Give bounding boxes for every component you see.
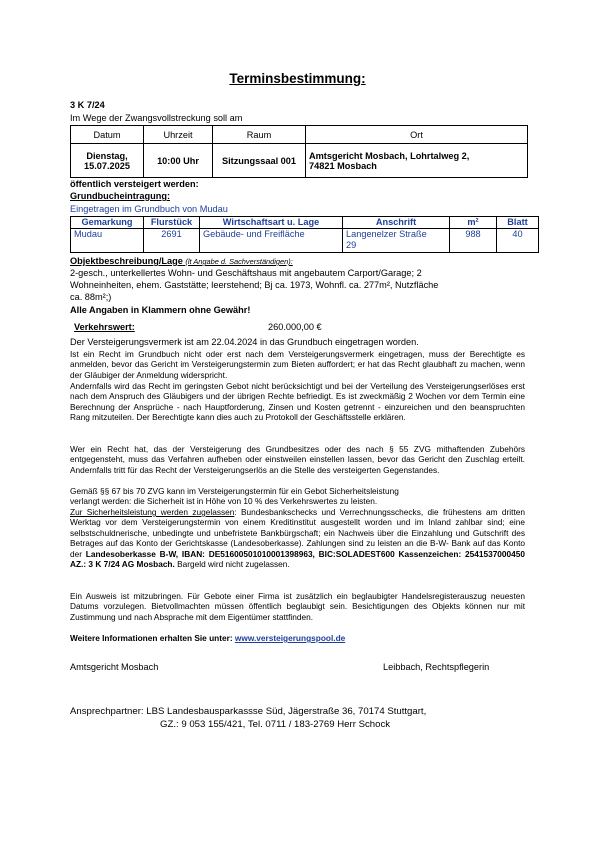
parcel-header-blatt: Blatt — [497, 217, 539, 229]
bank-details: Landesoberkasse B-W, IBAN: DE51600501010001398963, BIC:SOLADEST600 Kassenzeichen: 2541537000450 AZ.: 3 K 7/24 AG Mosbach. — [70, 548, 525, 570]
contact-line-1: Ansprechpartner: LBS Landesbausparkassse Süd, Jägerstraße 36, 70174 Stuttgart, — [70, 706, 427, 717]
case-number: 3 K 7/24 — [70, 100, 105, 110]
schedule-time: 10:00 Uhr — [144, 144, 213, 178]
land-register-text: Eingetragen im Grundbuch von Mudau — [70, 204, 228, 214]
schedule-room: Sitzungssaal 001 — [213, 144, 306, 178]
page-title: Terminsbestimmung: — [229, 71, 366, 86]
schedule-header-room: Raum — [213, 126, 306, 144]
land-register-heading: Grundbucheintragung: — [70, 191, 171, 201]
parcel-wirtschaftsart: Gebäude- und Freifläche — [200, 229, 343, 253]
parcel-header-anschrift: Anschrift — [343, 217, 450, 229]
versteigerungspool-link[interactable]: www.versteigerungspool.de — [234, 633, 346, 643]
parcel-anschrift: Langenelzer Straße 29 — [343, 229, 450, 253]
object-heading-note: (lt Angabe d. Sachverständigen): — [185, 257, 293, 266]
no-guarantee: Alle Angaben in Klammern ohne Gewähr! — [70, 305, 251, 315]
object-line-1: 2-gesch., unterkellertes Wohn- und Geschäftshaus mit angebautem Carport/Garage; 2 — [70, 268, 422, 278]
contact-line-2: GZ.: 9 053 155/421, Tel. 0711 / 183-2769 Herr Schock — [160, 719, 391, 730]
intro-text: Im Wege der Zwangsvollstreckung soll am — [70, 113, 243, 123]
paragraph-lowest-bid: Andernfalls wird das Recht im geringsten Gebot nicht berücksichtigt und bei der Verteilung des Versteigerungserlöses erst nach dem Anspruch des Gläubigers und der übrigen Rechte befriedigt. Es ist zweckmäßig 2 Wochen vor dem Termin eine Berechnung der Ansprüche - nach Hauptforderung, Zinsen und Kosten getrennt - einzureichen und den beanspruchten Rang mitzuteilen. Der Berechtigte kann dies auch zu Protokoll der Geschäftsstelle erklären. — [70, 381, 525, 423]
parcel-header-area: m² — [450, 217, 497, 229]
parcel-header-flurstueck: Flurstück — [144, 217, 200, 229]
more-info: Weitere Informationen erhalten Sie unter: www.versteigerungspool.de — [70, 633, 346, 643]
paragraph-opposing-rights: Wer ein Recht hat, das der Versteigerung des Grundbesitzes oder des nach § 55 ZVG mithaftenden Zubehörs entgegensteht, muss das Verfahren aufheben oder einstweilen einstellen lassen, bevor das Gericht den Zuschlag erteilt. Andernfalls tritt für das Recht der Versteigerungserlös an die Stelle des versteigerten Gegenstandes. — [70, 444, 525, 475]
object-line-2: Wohneinheiten, ehem. Gaststätte; leerstehend; Bj ca. 1973, Wohnfl. ca. 277m², Nutzfläche — [70, 280, 439, 290]
auction-text: öffentlich versteigert werden: — [70, 179, 199, 189]
paragraph-accepted-security: Zur Sicherheitsleistung werden zugelassen: Bundesbankschecks und Verrechnungsschecks, die frühestens am dritten Werktag vor dem Versteigerungstermin von einem Kreditinstitut ausgestellt worden und im Inland zahlbar sind; eine selbstschuldnerische, unbedingte und unbefristete Bankbürgschaft; ein Nachweis über die Einzahlung und Gutschrift des Betrages auf das Konto der Gerichtskasse (Landesoberkasse). Zahlungen sind zu leisten an die B-W- Bank auf das Konto der Landesoberkasse B-W, IBAN: DE51600501010001398963, BIC:SOLADEST600 Kassenzeichen: 2541537000450 AZ.: 3 K 7/24 AG Mosbach. Bargeld wird nicht zugelassen. — [70, 507, 525, 570]
court-name: Amtsgericht Mosbach — [70, 662, 159, 672]
paragraph-id-required: Ein Ausweis ist mitzubringen. Für Gebote einer Firma ist zusätzlich ein beglaubigter Handelsregisterauszug neuesten Datums vorzulegen. Bietvollmachten müssen öffentlich beglaubigt sein. Besichtigungen des Objekts können nur mit Zustimmung und nach Absprache mit dem Eigentümer stattfinden. — [70, 591, 525, 622]
parcel-header-gemarkung: Gemarkung — [71, 217, 144, 229]
parcel-table — [70, 216, 539, 253]
schedule-place: Amtsgericht Mosbach, Lohrtalweg 2, 74821 Mosbach — [306, 144, 528, 178]
schedule-date: Dienstag, 15.07.2025 — [71, 144, 144, 178]
market-value-label: Verkehrswert: — [74, 322, 135, 332]
schedule-header-place: Ort — [306, 126, 528, 144]
object-line-3: ca. 88m²;) — [70, 292, 112, 302]
parcel-area: 988 — [450, 229, 497, 253]
parcel-header-wirtschaftsart: Wirtschaftsart u. Lage — [200, 217, 343, 229]
registration-note: Der Versteigerungsvermerk ist am 22.04.2024 in das Grundbuch eingetragen worden. — [70, 337, 419, 347]
parcel-gemarkung: Mudau — [71, 229, 144, 253]
parcel-flurstueck: 2691 — [144, 229, 200, 253]
parcel-blatt: 40 — [497, 229, 539, 253]
schedule-header-date: Datum — [71, 126, 144, 144]
clerk-name: Leibbach, Rechtspflegerin — [383, 662, 490, 672]
paragraph-rights-registration: Ist ein Recht im Grundbuch nicht oder erst nach dem Versteigerungsvermerk eingetragen, muss der Berechtigte es anmelden, bevor das Gericht im Versteigerungstermin zum Bieten auffordert; er hat das Recht glaubhaft zu machen, wenn der Gläubiger der Anmeldung widerspricht. — [70, 349, 525, 380]
market-value: 260.000,00 € — [268, 322, 322, 332]
schedule-header-time: Uhrzeit — [144, 126, 213, 144]
paragraph-security: Gemäß §§ 67 bis 70 ZVG kann im Versteigerungstermin für ein Gebot Sicherheitsleistung verlangt werden: die Sicherheit ist in Höhe von 10 % des Verkehrswertes zu leisten. — [70, 486, 399, 507]
schedule-table — [70, 125, 528, 178]
object-heading: Objektbeschreibung/Lage (lt Angabe d. Sachverständigen): — [70, 256, 293, 266]
